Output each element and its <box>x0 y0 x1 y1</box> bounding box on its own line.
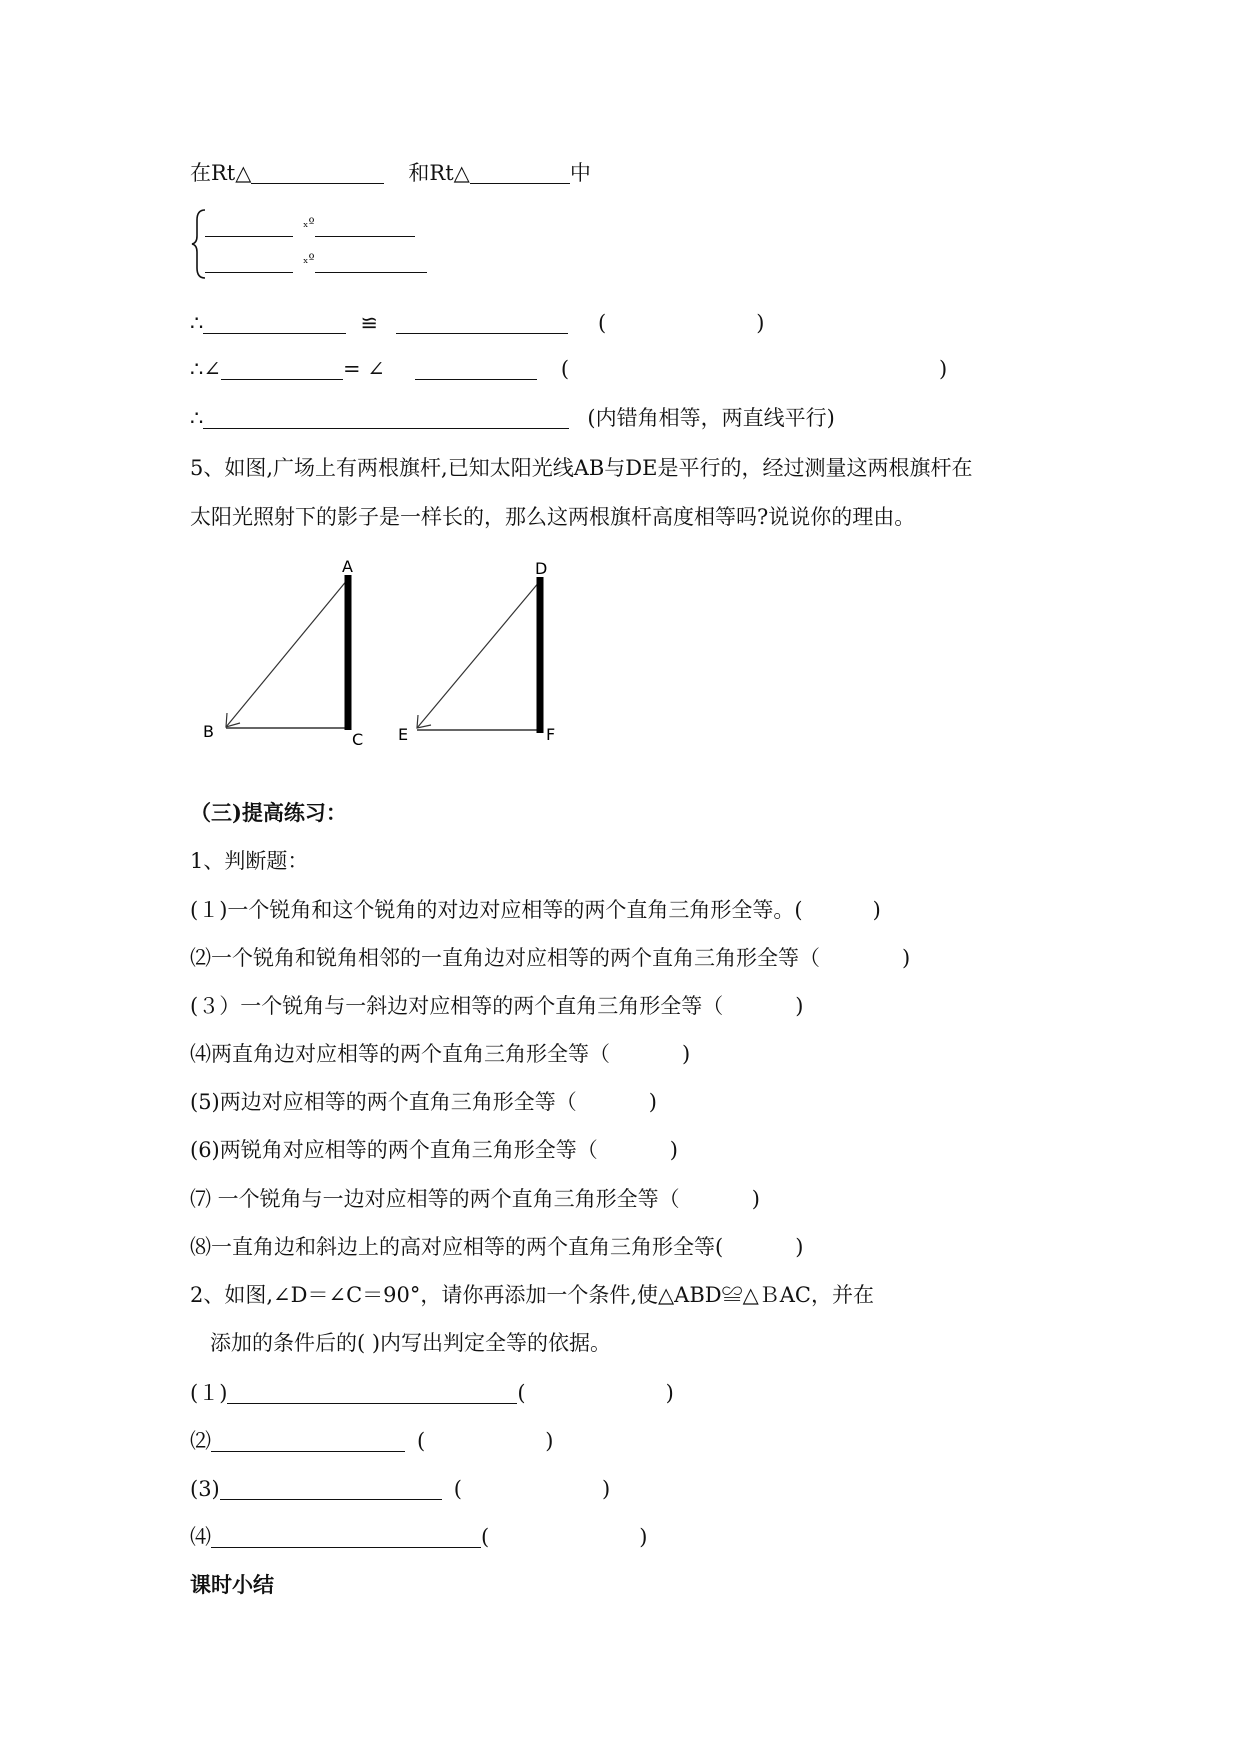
answer-blank[interactable] <box>315 216 415 237</box>
condition-mark: ₓº <box>303 216 315 231</box>
problem-5-line-2: 太阳光照射下的影子是一样长的，那么这两根旗杆高度相等吗?说说你的理由。 <box>190 505 916 529</box>
answer-blank[interactable] <box>203 313 346 334</box>
judge-item-3: (３）一个锐角与一斜边对应相等的两个直角三角形全等（ ) <box>190 994 804 1018</box>
question-2-line-2: 添加的条件后的( )内写出判定全等的依据。 <box>210 1331 612 1355</box>
answer-blank[interactable] <box>251 163 384 184</box>
answer-blank[interactable] <box>470 163 570 184</box>
label-c: C <box>352 730 364 749</box>
proof-line-parallel: ∴ (内错角相等，两直线平行) <box>190 406 835 430</box>
label-f: F <box>546 725 556 744</box>
answer-blank[interactable] <box>211 1431 405 1452</box>
answer-blank[interactable] <box>220 1479 442 1500</box>
answer-blank[interactable] <box>227 1383 517 1404</box>
answer-row-4: ⑷ ( ) <box>190 1525 648 1549</box>
lesson-summary-title: 课时小结 <box>190 1572 274 1597</box>
judge-item-4: ⑷两直角边对应相等的两个直角三角形全等（ ) <box>190 1042 691 1066</box>
judge-item-2: ⑵一个锐角和锐角相邻的一直角边对应相等的两个直角三角形全等（ ) <box>190 946 911 970</box>
answer-row-3: (3) ( ) <box>190 1477 611 1501</box>
label-b: B <box>203 722 214 741</box>
answer-blank[interactable] <box>203 408 569 429</box>
condition-row-2 <box>205 250 427 274</box>
question-1-title: 1、判断题： <box>190 849 309 873</box>
proof-prefix: 在Rt△ <box>190 161 252 185</box>
answer-blank[interactable] <box>211 1527 481 1548</box>
proof-line-congruent: ∴ ≌ ( ) <box>190 311 765 335</box>
answer-row-2: ⑵ ( ) <box>190 1429 554 1453</box>
answer-blank[interactable] <box>315 252 427 273</box>
judge-item-1: (１)一个锐角和这个锐角的对边对应相等的两个直角三角形全等。( ) <box>190 898 881 922</box>
proof-mid: 和Rt△ <box>408 161 470 185</box>
answer-blank[interactable] <box>396 313 568 334</box>
section-3-title: （三)提高练习： <box>190 800 347 825</box>
label-a: A <box>342 557 353 576</box>
condition-row-1 <box>205 214 415 238</box>
problem-5-line-1: 5、如图,广场上有两根旗杆,已知太阳光线AB与DE是平行的，经过测量这两根旗杆在 <box>190 456 973 480</box>
proof-line-1 <box>190 160 591 186</box>
sun-ray-ab <box>226 579 348 727</box>
sun-ray-de <box>417 581 540 728</box>
answer-blank[interactable] <box>205 252 293 273</box>
judge-item-8: ⑻一直角边和斜边上的高对应相等的两个直角三角形全等( ) <box>190 1235 804 1259</box>
answer-row-1: (１) ( ) <box>190 1381 674 1405</box>
proof-line-angle: ∴∠ = ∠ ( ) <box>190 357 948 381</box>
label-e: E <box>398 725 409 744</box>
parallel-reason: (内错角相等，两直线平行) <box>587 406 835 430</box>
condition-mark: ₓº <box>303 252 315 267</box>
answer-blank[interactable] <box>205 216 293 237</box>
answer-blank[interactable] <box>415 359 537 380</box>
question-2-line-1: 2、如图,∠D＝∠C＝90°，请你再添加一个条件,使△ABD≌△ＢAC，并在 <box>190 1283 874 1307</box>
congruent-symbol: ≌ <box>360 311 378 335</box>
answer-blank[interactable] <box>221 359 343 380</box>
judge-item-6: (6)两锐角对应相等的两个直角三角形全等（ ) <box>190 1138 678 1162</box>
judge-item-5: (5)两边对应相等的两个直角三角形全等（ ) <box>190 1090 657 1114</box>
label-d: D <box>535 559 548 578</box>
proof-end: 中 <box>569 161 591 185</box>
judge-item-7: ⑺ 一个锐角与一边对应相等的两个直角三角形全等（ ) <box>190 1187 760 1211</box>
flagpole-figure <box>200 555 580 755</box>
